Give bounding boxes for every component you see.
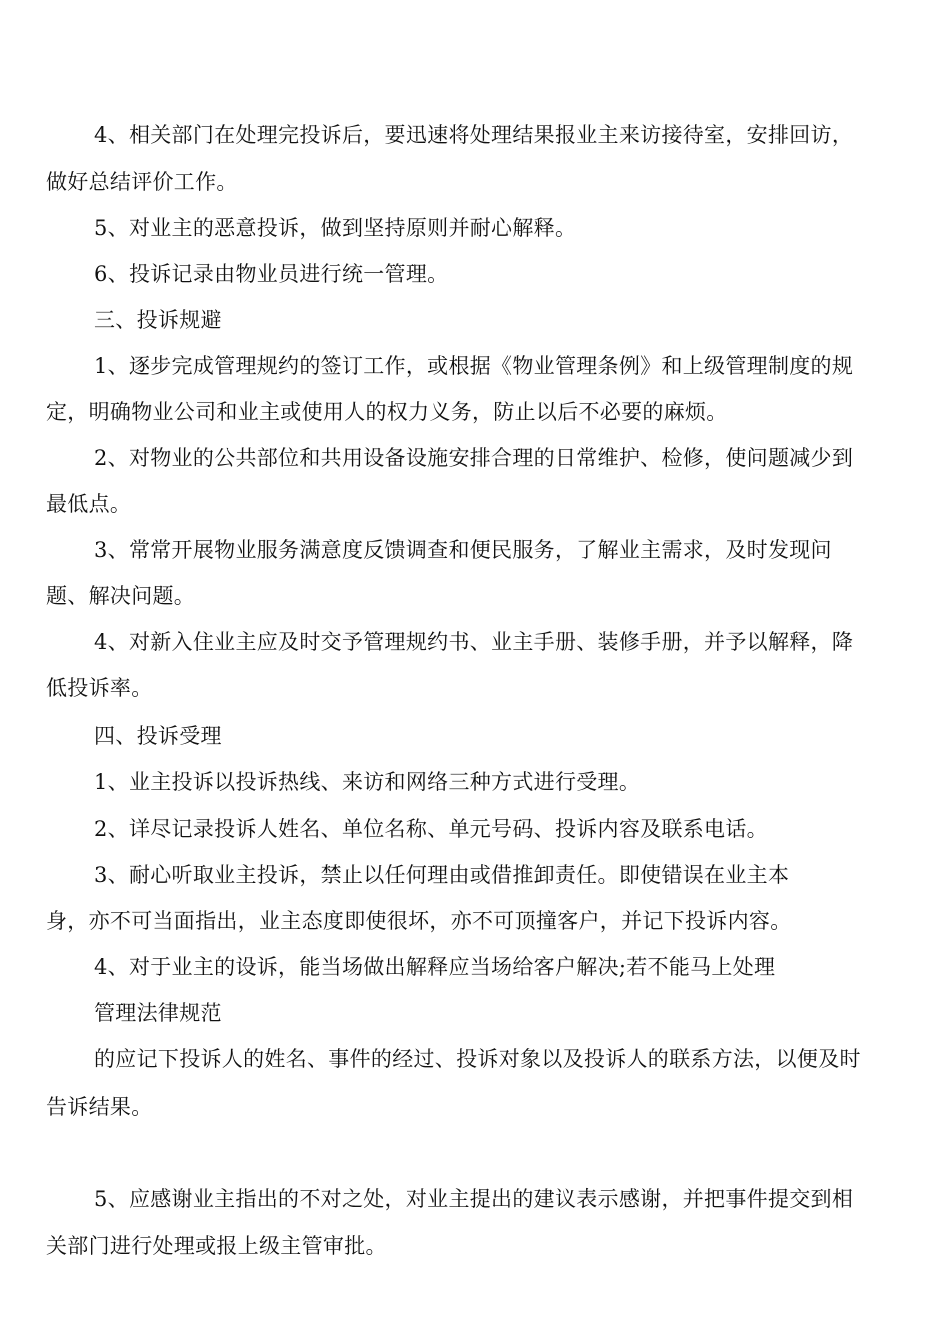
text-line: 4、相关部门在处理完投诉后，要迅速将处理结果报业主来访接待室，安排回访， bbox=[94, 123, 854, 147]
text-line: 3、耐心听取业主投诉，禁止以任何理由或借推卸责任。即使错误在业主本 bbox=[94, 863, 790, 887]
text-line: 关部门进行处理或报上级主管审批。 bbox=[46, 1234, 387, 1258]
text-line: 告诉结果。 bbox=[46, 1095, 153, 1119]
text-line: 做好总结评价工作。 bbox=[46, 170, 238, 194]
text-line: 的应记下投诉人的姓名、事件的经过、投诉对象以及投诉人的联系方法，以便及时 bbox=[94, 1047, 861, 1071]
text-line: 5、对业主的恶意投诉，做到坚持原则并耐心解释。 bbox=[94, 216, 577, 240]
text-line: 6、投诉记录由物业员进行统一管理。 bbox=[94, 262, 449, 286]
text-line: 1、逐步完成管理规约的签订工作，或根据《物业管理条例》和上级管理制度的规 bbox=[94, 354, 854, 378]
text-line: 4、对新入住业主应及时交予管理规约书、业主手册、装修手册，并予以解释，降 bbox=[94, 630, 854, 654]
text-line: 5、应感谢业主指出的不对之处，对业主提出的建议表示感谢，并把事件提交到相 bbox=[94, 1187, 854, 1211]
text-line: 低投诉率。 bbox=[46, 676, 153, 700]
text-line: 4、对于业主的设诉，能当场做出解释应当场给客户解决;若不能马上处理 bbox=[94, 955, 776, 979]
text-line: 最低点。 bbox=[46, 492, 132, 516]
text-line: 1、业主投诉以投诉热线、来访和网络三种方式进行受理。 bbox=[94, 770, 641, 794]
text-line: 管理法律规范 bbox=[94, 1001, 222, 1025]
text-line: 题、解决问题。 bbox=[46, 584, 196, 608]
text-line: 定，明确物业公司和业主或使用人的权力义务，防止以后不必要的麻烦。 bbox=[46, 400, 728, 424]
section-heading: 三、投诉规避 bbox=[94, 308, 222, 332]
text-line: 身，亦不可当面指出，业主态度即使很坏，亦不可顶撞客户，并记下投诉内容。 bbox=[46, 909, 792, 933]
section-heading: 四、投诉受理 bbox=[94, 724, 222, 748]
text-line: 3、常常开展物业服务满意度反馈调查和便民服务，了解业主需求，及时发现问 bbox=[94, 538, 832, 562]
text-line: 2、对物业的公共部位和共用设备设施安排合理的日常维护、检修，使问题减少到 bbox=[94, 446, 854, 470]
text-line: 2、详尽记录投诉人姓名、单位名称、单元号码、投诉内容及联系电话。 bbox=[94, 817, 768, 841]
